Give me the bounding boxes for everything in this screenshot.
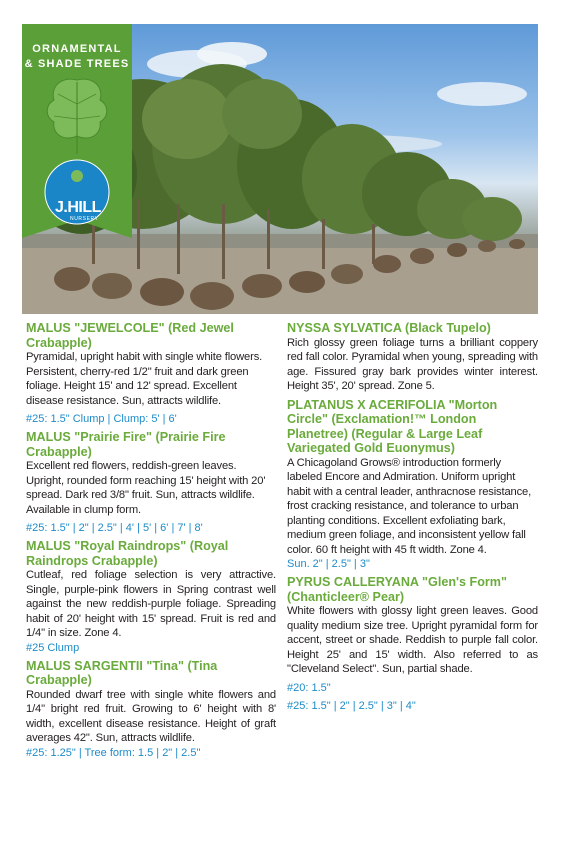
category-banner: [22, 24, 132, 238]
plant-description: Cutleaf, red foliage selection is very attractive. Single, purple-pink flowers in Spring contrast well against the new reddish-purple foliage. Spreading habit of 20' height with 15' spread. Fruit is red and 1/4" in size. Zone 4.: [26, 569, 276, 639]
plant-sizes: #25: 1.25" | Tree form: 1.5 | 2" | 2.5": [26, 746, 201, 759]
banner-title: [22, 42, 132, 72]
plant-title: PLATANUS X ACERIFOLIA "Morton Circle" (Exclamation!™ London Planetree) (Regular & Large Leaf Variegated Gold Euonymus): [287, 397, 498, 455]
plant-entry: [26, 659, 276, 760]
plant-description: White flowers with glossy light green leaves. Good quality medium size tree. Upright pyramidal form for accent, street or shade. Reddish to purple fall color. Height 25' and 15' width. Also referred to as "Cleveland Select". Sun, partial shade.: [287, 605, 538, 675]
plant-title: MALUS "Royal Raindrops" (Royal Raindrops Crabapple): [26, 539, 229, 568]
plant-entry: [287, 321, 538, 394]
plant-sizes: #25: 1.5" Clump | Clump: 5' | 6': [26, 413, 177, 425]
plant-title: MALUS SARGENTII "Tina" (Tina Crabapple): [26, 658, 218, 687]
plant-description: Pyramidal, upright habit with single white flowers. Persistent, cherry-red 1/2" fruit and dark green foliage. Height 15' and 12' spread. Excellent disease resistance. Sun, attracts wildlife.: [26, 351, 263, 407]
plant-entry: [287, 575, 538, 713]
plant-description: Excellent red flowers, reddish-green leaves. Upright, rounded form reaching 15' height with 20' spread. Dark red 3/8" fruit. Sun, attracts wildlife. Available in clump form.: [26, 460, 266, 516]
plant-sizes-secondary: #25: 1.5" | 2" | 2.5" | 3" | 4": [287, 699, 416, 712]
plant-title: MALUS "Prairie Fire" (Prairie Fire Crabapple): [26, 430, 226, 459]
plant-sizes: #25 Clump: [26, 641, 80, 654]
left-column: [26, 321, 276, 764]
plant-description: Rich glossy green foliage turns a brilliant coppery red fall color. Pyramidal when young, spreading with age. Fissured gray bark provides winter interest. Height 35', 20' spread. Zone 5.: [287, 336, 538, 392]
plant-entry: [26, 430, 276, 535]
banner-line-1: ORNAMENTAL: [32, 43, 122, 55]
plant-entry: [287, 398, 538, 572]
plant-sizes: Sun. 2" | 2.5" | 3": [287, 558, 370, 570]
plant-description: Rounded dwarf tree with single white flowers and 1/4" bright red fruit. Growing to 6' height with 8' width, excellent disease resistance. Height of graft averages 42". Sun, attracts wildlife.: [26, 688, 276, 744]
plant-sizes: #20: 1.5": [287, 681, 331, 694]
banner-line-2: & SHADE TREES: [24, 58, 130, 70]
logo-subtitle: NURSERY: [70, 216, 99, 222]
logo-wordmark: J.HILL: [55, 199, 101, 216]
plant-sizes: #25: 1.5" | 2" | 2.5" | 4' | 5' | 6' | 7' | 8': [26, 522, 203, 534]
plant-description: A Chicagoland Grows® introduction formerly labeled Encore and Admiration. Uniform upright habit with a central leader, anthracnose resistance, frost cracking resistance, and tolerance to urban planting conditions. Excellent exfoliating bark, medium green foliage, and inconsistent yellow fall color. 60 ft height with 45 ft width. Zone 4.: [287, 456, 532, 556]
plant-entry: [26, 539, 276, 655]
right-column: [287, 321, 538, 717]
plant-title: NYSSA SYLVATICA (Black Tupelo): [287, 321, 491, 335]
plant-entry: [26, 321, 276, 426]
plant-title: PYRUS CALLERYANA "Glen's Form" (Chanticleer® Pear): [287, 575, 507, 604]
plant-title: MALUS "JEWELCOLE" (Red Jewel Crabapple): [26, 321, 234, 350]
